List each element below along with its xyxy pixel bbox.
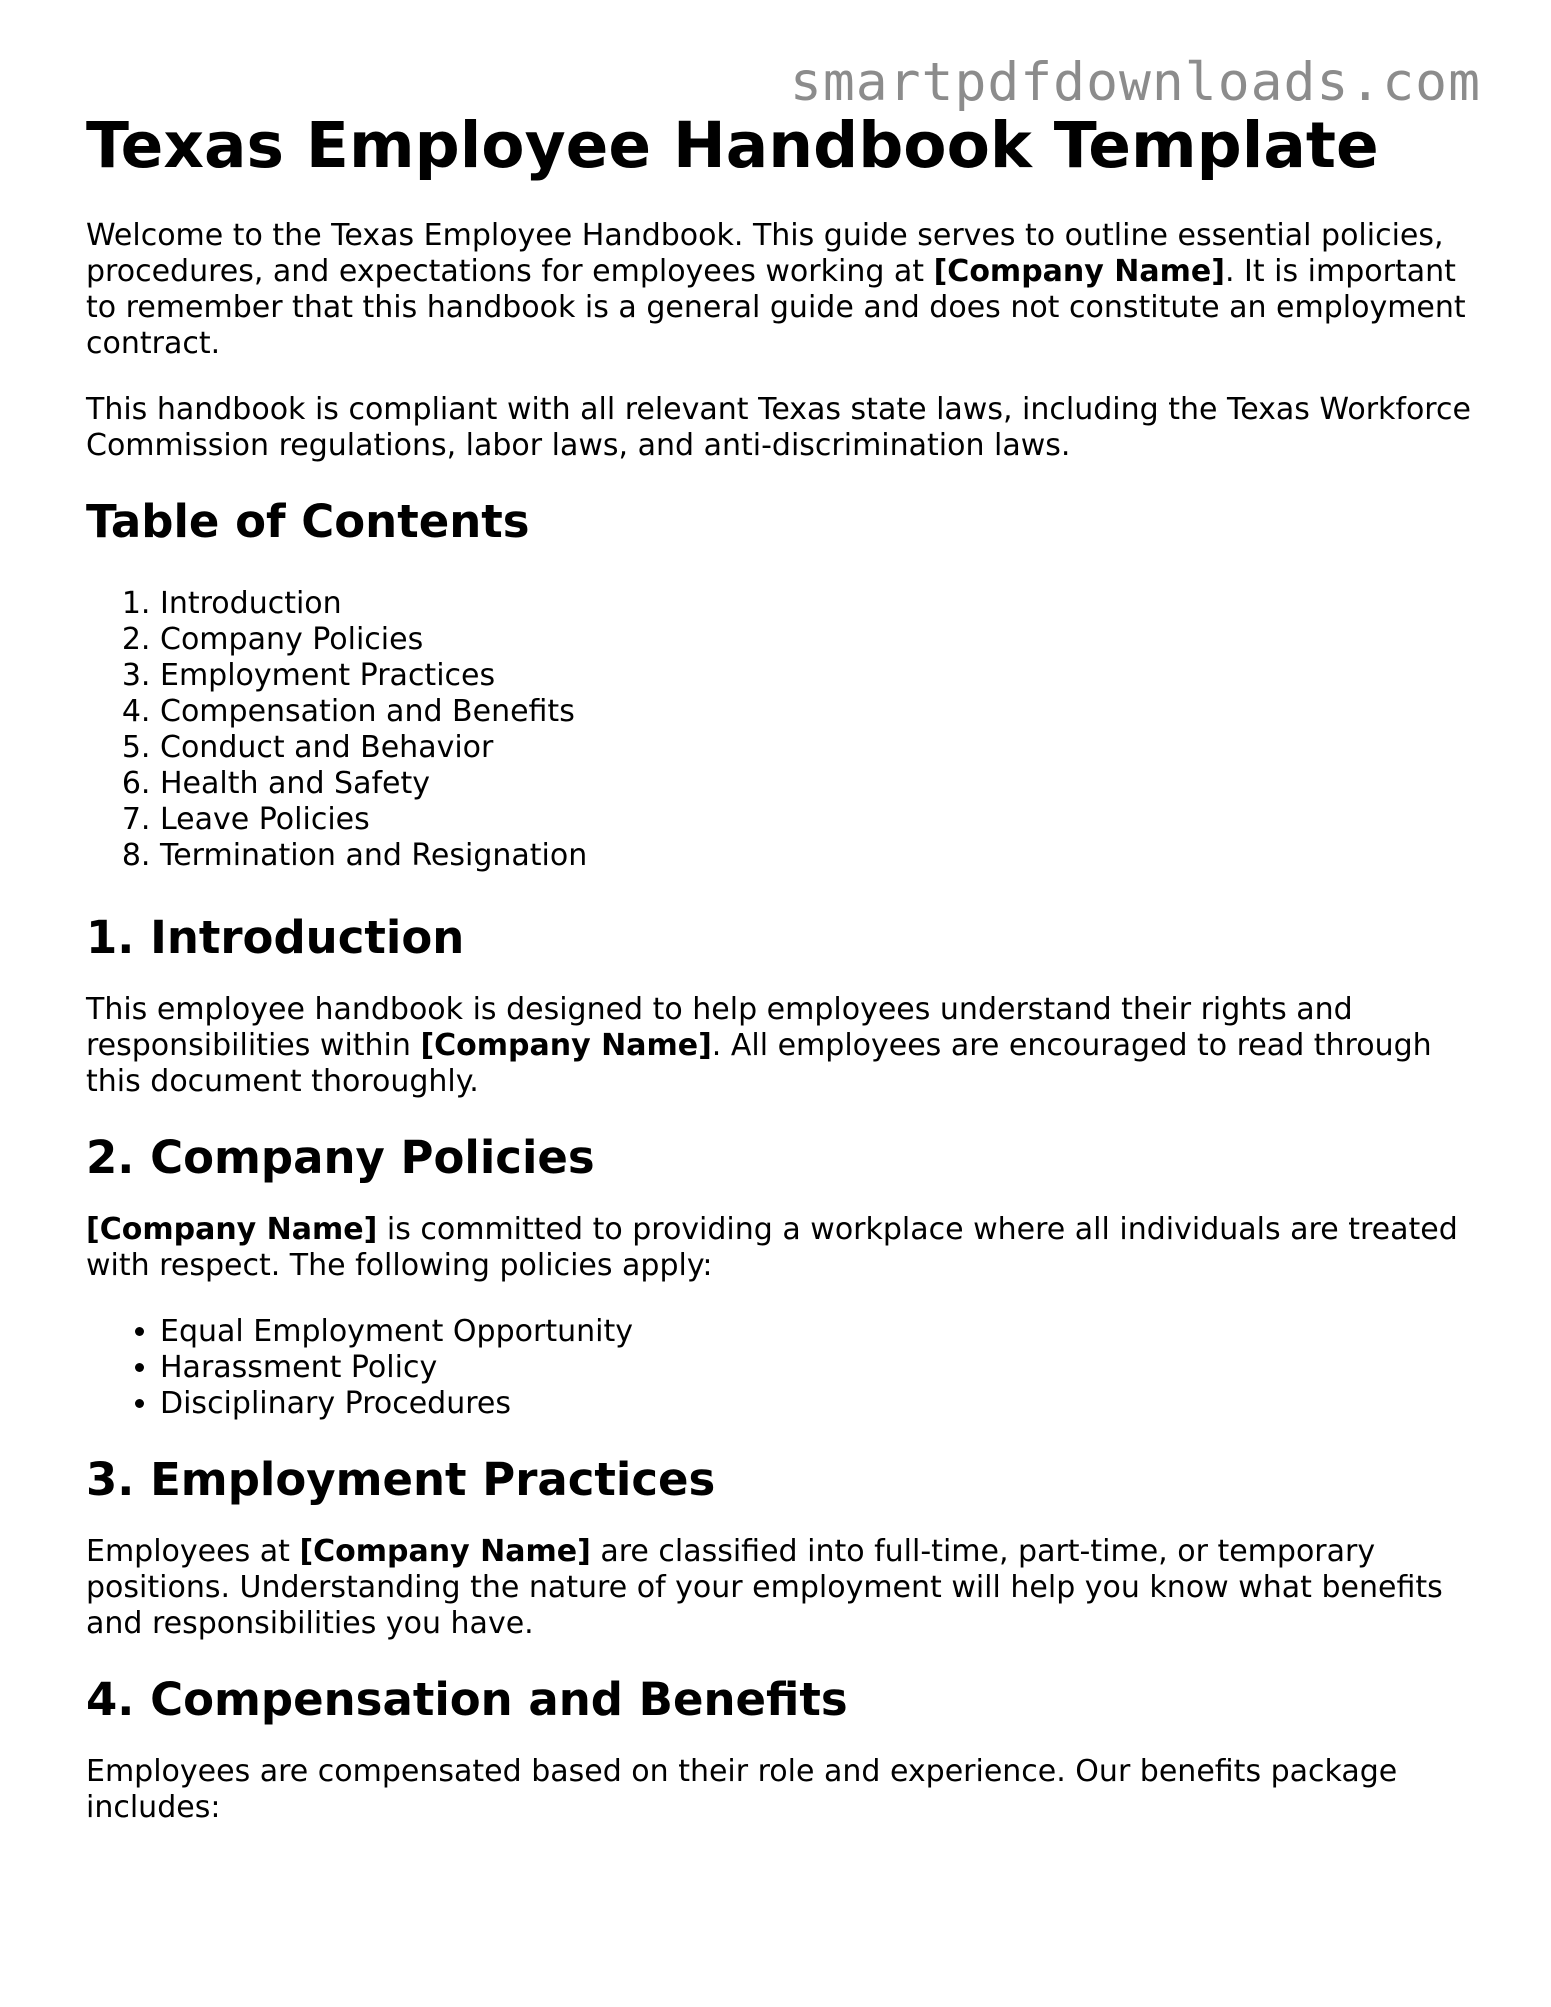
toc-item: 5. Conduct and Behavior — [160, 730, 1476, 766]
toc-item: 8. Termination and Resignation — [160, 838, 1476, 874]
section-text-part: This employee handbook is designed to help employees understand their rights and responsibilities within — [86, 992, 1353, 1063]
section-heading-introduction: 1. Introduction — [86, 911, 465, 964]
section-text-employment-practices — [86, 1534, 1476, 1642]
section-text-part: is committed to providing a workplace where all individuals are treated with respect. The following policies apply: — [86, 1212, 1458, 1283]
policy-list — [86, 1314, 1476, 1422]
section-text-company-policies — [86, 1212, 1476, 1284]
toc-heading: Table of Contents — [86, 495, 530, 548]
section-text-compensation: Employees are compensated based on their role and experience. Our benefits package includes: — [86, 1754, 1398, 1825]
watermark: smartpdfdownloads.com — [789, 52, 1481, 113]
page-title: Texas Employee Handbook Template — [86, 109, 1379, 182]
company-name-placeholder: [Company Name] — [420, 1028, 712, 1063]
toc-item: 1. Introduction — [160, 586, 1476, 622]
document-page — [86, 108, 1476, 1856]
company-name-placeholder: [Company Name] — [299, 1534, 591, 1569]
toc-item: 2. Company Policies — [160, 622, 1476, 658]
intro-text-a: Welcome to the Texas Employee Handbook. This guide serves to outline essential policies, procedures, and expectations for employees working at — [86, 218, 1444, 289]
section-heading-company-policies: 2. Company Policies — [86, 1131, 595, 1184]
section-text-part: are classified into full-time, part-time, or temporary positions. Understanding the nature of your employment will help you know what benefits and responsibilities you have. — [86, 1534, 1443, 1641]
intro-paragraph-1 — [86, 218, 1476, 362]
company-name-placeholder: [Company Name] — [86, 1212, 378, 1247]
toc-item: 4. Compensation and Benefits — [160, 694, 1476, 730]
section-text-part: . All employees are encouraged to read through this document thoroughly. — [86, 1028, 1432, 1099]
toc-item: 3. Employment Practices — [160, 658, 1476, 694]
policy-item: • Equal Employment Opportunity — [160, 1314, 1476, 1350]
company-name-placeholder: [Company Name] — [933, 254, 1225, 289]
toc-item: 7. Leave Policies — [160, 802, 1476, 838]
toc-item: 6. Health and Safety — [160, 766, 1476, 802]
policy-item: • Harassment Policy — [160, 1350, 1476, 1386]
section-heading-compensation: 4. Compensation and Benefits — [86, 1673, 848, 1726]
intro-text-b: . It is important to remember that this handbook is a general guide and does not constitute an employment contract. — [86, 254, 1466, 361]
section-heading-employment-practices: 3. Employment Practices — [86, 1453, 716, 1506]
section-text-part: Employees at — [86, 1534, 300, 1569]
section-text-introduction — [86, 992, 1476, 1100]
policy-item: • Disciplinary Procedures — [160, 1386, 1476, 1422]
intro-paragraph-2: This handbook is compliant with all relevant Texas state laws, including the Texas Workforce Commission regulations, labor laws, and anti-discrimination laws. — [86, 392, 1471, 463]
toc-list — [86, 586, 1476, 874]
